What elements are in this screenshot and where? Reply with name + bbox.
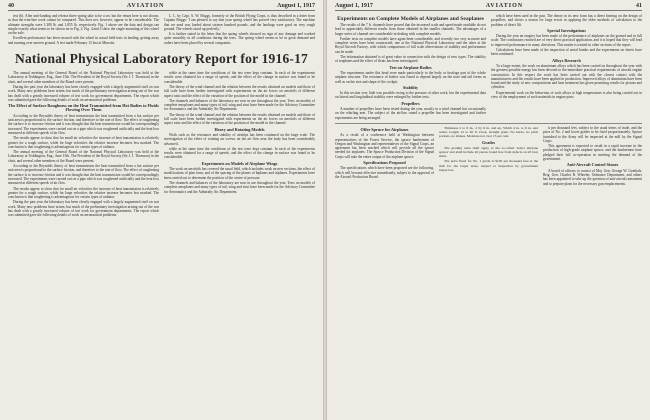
- paragraph: The price fixed for No. 1 grade is $105 per thousand feet at the mill for the larger sizes, subject to inspection by government inspectors.: [439, 159, 538, 172]
- right-magazine-title: AVIATION: [485, 3, 524, 9]
- right-page-header: [335, 3, 642, 11]
- section-heading: The Effect of Surface Roughness on the Heat Transmitted from Hot Bodies to Fluids Flowing Over Them: [8, 103, 159, 113]
- paragraph: The channels and balances of the laboratory are now in use throughout the year. Tests on models of complete aeroplanes and many types of tail, wing and strut have been made for the Advisory Committee for Aeronautics and the Admiralty Air Department.: [164, 180, 315, 194]
- paragraph: Thickness 2 to 6 in., 2 by 6 in. and up. Width 4 in. to 6 in. and wider. Length 12 to 40 ft. Clear, straight grain. No knots, no pitch pockets, no shakes. Moisture not over 15 per cent.: [439, 125, 538, 139]
- paragraph: The specifications which have been proposed are the following, which will become effective immediately, subject to the approval of the Aircraft Production Board.: [335, 166, 434, 179]
- left-page: [0, 0, 323, 420]
- article-title: National Physical Laboratory Report for 1916-17: [15, 51, 308, 67]
- paragraph: A board of officers to consist of Maj. Gen. George W. Goethals, Brig. Gen. Charles B. Wheeler, Ordnance Department, and others has been appointed to take up the question of anti-aircraft armament and to prepare plans for the necessary gun emplacements.: [543, 168, 642, 186]
- right-page: [327, 0, 650, 420]
- section-heading: Heavy and Rotating Models: [214, 126, 265, 132]
- right-lower-col-3: [543, 126, 642, 187]
- paragraph: The annual meeting of the General Board of the National Physical Laboratory was held at the Laboratory at Teddington, Eng., June 15th. The President of the Royal Society (Sir J. J. Thomson) in the chair, and several other members of the Board were present.: [8, 71, 159, 84]
- paragraph: The theory of the wind channel and the relation between the results obtained on models and those of full scale have been further investigated with experiments on the air forces on aerofoils of different aspect ratio and the effect of the variation of the position of the model in the channel.: [164, 112, 315, 126]
- paragraph: which have been used in the past. The theory in its new form has a direct bearing on the design of propellers, and shows a reason for large errors in applying the older methods of calculation to the problem of direct lift.: [491, 14, 642, 27]
- left-magazine-title: AVIATION: [126, 3, 165, 9]
- paragraph: The channels and balances of the laboratory are now in use throughout the year. Tests on models of complete aeroplanes and many types of tail, wing and strut have been made for the Advisory Committee for Aeronautics and the Admiralty Air Department.: [164, 98, 315, 112]
- paragraph: test (b). After anti-landing and release three spring take to be a set, but the return here is not shown, so that the trim-line work cannot be compared. This does not, however, appear to be considerable. The ultimate strengths were 1,380 lb. and 1,855 lb. respectively. Fig. 1 above are the data and design can simple exactly what seems to be shown on in Fig. 2. Fig. 4 and 5 show the single mounting of this wheel on the axle.: [8, 14, 159, 36]
- paragraph: Calculations have been made of the inspection of aerial bombs and the experiments on sheets have been continued.: [491, 48, 642, 57]
- left-page-date: August 1, 1917: [277, 3, 315, 9]
- paragraph: The annual meeting of the General Board of the National Physical Laboratory was held at the Laboratory at Teddington, Eng., June 15th. The President of the Royal Society (Sir J. J. Thomson) in the chair, and several other members of the Board were present.: [8, 150, 159, 163]
- left-body-col-2: [164, 71, 315, 219]
- paragraph: The experiments under this head were made particularly to the body or fuselage part of the whole airplane structure. The resistance of bodies was found to depend largely on the nose and tail forms as well as on the size and shape of the cockpit.: [335, 70, 486, 84]
- paragraph: The results appear to show that for small air velocities the increase of heat transmission is relatively greater for a rough surface, while for large velocities the relative increase becomes less marked. The conclusion is that roughening is advantageous for certain types of radiator.: [8, 136, 159, 149]
- paragraph: Work such as the resistance and stability of airships has been continued on the large scale. The investigation of the effect of rotating air screws on the air flow near the body has been considerably advanced.: [164, 132, 315, 146]
- section-heading: Test on Airplane Bodies: [389, 64, 432, 70]
- paragraph: This agreement is expected to result in a rapid increase in the production of high-grade airplane spruce, and the lumbermen have pledged their full co-operation in meeting the demand of the government.: [543, 144, 642, 162]
- section-heading: Experiments on Models of Airplane Wings: [201, 160, 278, 166]
- paragraph: During the year an enquiry has been made of the performance of airplanes on the ground and in full scale. The conclusions reached are of very direct practical application, and it is hoped that they will lead to improved performance in many directions. This matter is treated in other sections of the report.: [491, 34, 642, 47]
- section-heading: Alloys Research: [552, 57, 581, 63]
- section-heading: Stability: [402, 84, 419, 90]
- section-heading: Offer Spruce for Airplanes: [360, 126, 409, 132]
- left-page-header: [8, 3, 315, 11]
- paragraph: Further tests on complete models have again been considerable, and recently two very accurate and complete series have been constructed, one at the National Physical Laboratory and the other at the Royal Aircraft Factory, with which comparisons of full scale observations of stability and performance can be made.: [335, 36, 486, 54]
- left-page-number: 40: [8, 3, 14, 9]
- divider: [335, 123, 642, 124]
- paragraph: It is further stated in the letter that the spring wheels showed no sign of any damage and worked quite smoothly in all conditions during the tests. The spring wheel seems to be in great demand and orders have been placed by several companies.: [164, 32, 315, 45]
- paragraph: According to the Reynolds theory of heat transmission the heat transmitted from a hot surface per unit area is proportional to the surface friction, and therefore to the rate of flow. The effect of roughening the surface is to increase friction and it was thought that the heat transmission would be correspondingly increased. The experiments were carried out on a pipe which was roughened artificially and the heat loss measured at different speeds of air flow.: [8, 164, 159, 186]
- paragraph: A number of propellers have been tested during the year, mostly in a wind channel but occasionally on the whirling arm. The subject of the airflow round a propeller has been investigated and further experiments are being arranged.: [335, 107, 486, 120]
- paragraph: The work on aerofoils has covered the usual field, which includes work on new sections, the effect of modifications of plan form, and of the spacing of the planes of biplanes and triplanes. Experiments have been carried out to determine the position of the centre of pressure.: [164, 167, 315, 180]
- section-heading: Grades: [481, 139, 496, 145]
- left-body-columns: [8, 71, 315, 219]
- right-col-1: [335, 14, 486, 121]
- right-upper-columns: [335, 14, 642, 121]
- section-heading: Specifications Proposed: [363, 160, 406, 166]
- left-top-col-2: [164, 14, 315, 46]
- paragraph: During the past year the laboratory has been closely engaged with a largely augmented staff on war work. Many new problems have arisen, but much of the preliminary investigation arising out of the war has dealt with a greatly increased volume of test work for government departments. The report which was submitted gave the following details of work on aeronautical problems.: [8, 84, 159, 102]
- paragraph: while at the same time the conditions of the test were kept constant. In each of the experiments results were obtained for a range of speeds, and the effect of the change in surface was found to be considerable.: [164, 146, 315, 160]
- paragraph: To a large extent, the work on aluminium alloys which has been carried on throughout the year with the greatest possible energy has been devoted to the immediate practical requirements of aircraft engine construction. In this respect the work has been carried out with the closest contact with the manufacturers and the results have been applied in production. Improved alloys of aluminium have been found and the study of new compositions and heat treatment has given promising results for pistons and cylinders.: [491, 63, 642, 90]
- right-lower-col-1: [335, 126, 434, 187]
- section-heading: Propellers: [401, 100, 420, 106]
- right-lower-columns: [335, 126, 642, 187]
- right-lower-col-2: [439, 126, 538, 187]
- paragraph: while at the same time the conditions of the test were kept constant. In each of the experiments results were obtained for a range of speeds, and the effect of the change in surface was found to be considerable.: [164, 71, 315, 84]
- paragraph: The grading rules shall apply to the so-called 'select airplane spruce' and shall include all pieces found free from defects on all four sides.: [439, 145, 538, 159]
- right-page-date: August 1, 1917: [335, 3, 373, 9]
- section-heading: Experiments on Complete Models of Airplanes and Seaplanes: [337, 16, 484, 22]
- left-top-col-1: [8, 14, 159, 46]
- paragraph: The results of the 7 ft. channels have proved that the increased scale and speed made available do not lead to appreciably different results from those obtained in the smaller channels. The advantages of a larger series of channel are considerable in dealing with complete models.: [335, 23, 486, 36]
- paragraph: The information obtained is of great value in connection with the design of new types. The stability of seaplanes and the effect of floats has been investigated.: [335, 55, 486, 64]
- paragraph: In this section very little was possible owing to the pressure of other work, but the experimental data on lateral and longitudinal stability were enlarged by further tests.: [335, 91, 486, 100]
- paragraph: The theory of the wind channel and the relation between the results obtained on models and those of full scale have been further investigated with experiments on the air forces on aerofoils of different aspect ratio and the effect of the variation of the position of the model in the channel.: [164, 84, 315, 98]
- section-heading: Anti-Aircraft Control Stones: [566, 162, 619, 168]
- paragraph: L. I., by Capt. A. W. Briggs, formerly of the British Flying Corps, is thus described in a letter from Captain Briggs: 'I am pleased to say that your spring wheel has proved very satisfactory. The machine that we used was loaded about sixteen hundred pounds, and the landings were good on very rough ground. The wheels stood up perfectly.': [164, 14, 315, 31]
- paragraph: it per thousand feet, subject to the usual terms of trade, and the price of No. 2 and lower grades to be fixed proportionately. Spruce furnished to the Army will be inspected at the mill by the Signal Corps.: [543, 125, 642, 143]
- right-col-2: [491, 14, 642, 121]
- paragraph: According to the Reynolds theory of heat transmission the heat transmitted from a hot surface per unit area is proportional to the surface friction, and therefore to the rate of flow. The effect of roughening the surface is to increase friction and it was thought that the heat transmission would be correspondingly increased. The experiments were carried out on a pipe which was roughened artificially and the heat loss measured at different speeds of air flow.: [8, 113, 159, 135]
- paragraph: Experimental work on the behaviour of such alloys at high temperatures is also being carried out in view of the employment of such materials in engine parts.: [491, 90, 642, 100]
- section-heading: Special Investigations: [547, 27, 586, 33]
- paragraph: Excellent performance has been secured with the wheel in actual field tests in landing, getting away and running over uneven ground. A test made February 13 last at Mineola.: [8, 36, 159, 45]
- right-page-number: 41: [635, 3, 642, 9]
- paragraph: During the past year the laboratory has been closely engaged with a largely augmented staff on war work. Many new problems have arisen, but much of the preliminary investigation arising out of the war has dealt with a greatly increased volume of test work for government departments. The report which was submitted gave the following details of work on aeronautical problems.: [8, 200, 159, 218]
- left-top-columns: [8, 14, 315, 46]
- paragraph: As a result of a conference held at Washington between representatives of the Forest Service, the spruce lumbermen of Oregon and Washington and representatives of the Signal Corps, an agreement has been reached which will provide all the spruce needed for airplanes. The Spruce Production Division of the Signal Corps will take the entire output of the airplane spruce.: [335, 133, 434, 159]
- left-body-col-1: [8, 71, 159, 219]
- paragraph: The results appear to show that for small air velocities the increase of heat transmission is relatively greater for a rough surface, while for large velocities the relative increase becomes less marked. The conclusion is that roughening is advantageous for certain types of radiator.: [8, 186, 159, 200]
